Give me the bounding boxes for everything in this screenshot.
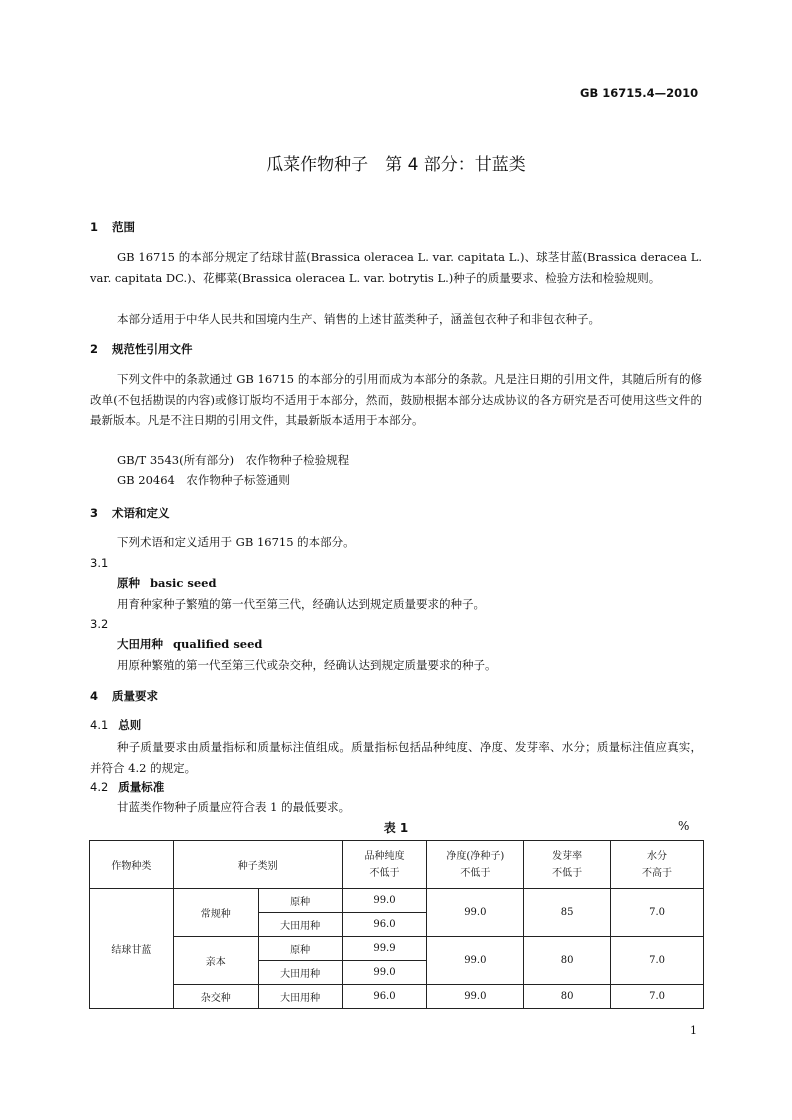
germination-cell: 85 bbox=[524, 889, 611, 937]
purity-cell: 99.0 bbox=[342, 889, 427, 913]
germination-cell: 80 bbox=[524, 937, 611, 985]
header-crop: 作物种类 bbox=[90, 841, 174, 889]
terms-intro: 下列术语和定义适用于 GB 16715 的本部分。 bbox=[117, 535, 355, 549]
subsection-number: 4.2 bbox=[90, 780, 109, 794]
table-caption: 表 1 bbox=[383, 821, 409, 835]
scope-paragraph-2: 本部分适用于中华人民共和国境内生产、销售的上述甘蓝类种子，涵盖包衣种子和非包衣种子。 bbox=[117, 312, 600, 326]
section-title: 规范性引用文件 bbox=[112, 342, 193, 356]
crop-name-cell: 结球甘蓝 bbox=[90, 889, 174, 1009]
subcategory-cell: 大田用种 bbox=[258, 985, 342, 1009]
term-name-en: qualified seed bbox=[173, 637, 263, 651]
section-number: 2 bbox=[90, 342, 99, 356]
section-title: 范围 bbox=[112, 220, 135, 234]
subsection-4-2-heading bbox=[90, 779, 164, 795]
term-name bbox=[117, 636, 262, 652]
term-number: 3.2 bbox=[90, 617, 109, 631]
subcategory-cell: 大田用种 bbox=[258, 913, 342, 937]
germination-cell: 80 bbox=[524, 985, 611, 1009]
cleanliness-cell: 99.0 bbox=[427, 985, 524, 1009]
header-germination-sub: 不低于 bbox=[552, 867, 583, 879]
header-category: 种子类别 bbox=[173, 841, 342, 889]
quality-table bbox=[89, 840, 704, 1009]
moisture-cell: 7.0 bbox=[611, 985, 704, 1009]
subsection-4-1-heading bbox=[90, 717, 141, 733]
header-cleanliness-label: 净度(净种子) bbox=[446, 850, 505, 862]
header-germination-label: 发芽率 bbox=[552, 850, 583, 862]
header-cleanliness-sub: 不低于 bbox=[460, 867, 491, 879]
section-2-heading bbox=[90, 341, 193, 357]
header-moisture bbox=[611, 841, 704, 889]
purity-cell: 99.9 bbox=[342, 937, 427, 961]
moisture-cell: 7.0 bbox=[611, 937, 704, 985]
term-name-en: basic seed bbox=[150, 576, 217, 590]
term-definition: 用原种繁殖的第一代至第三代或杂交种，经确认达到规定质量要求的种子。 bbox=[117, 658, 497, 672]
section-title: 质量要求 bbox=[112, 689, 158, 703]
document-title: 瓜菜作物种子 第 4 部分：甘蓝类 bbox=[266, 155, 526, 175]
moisture-cell: 7.0 bbox=[611, 889, 704, 937]
section-number: 1 bbox=[90, 220, 99, 234]
references-paragraph: 下列文件中的条款通过 GB 16715 的本部分的引用而成为本部分的条款。凡是注日期的引用文件，其随后所有的修改单(不包括勘误的内容)或修订版均不适用于本部分，然而，鼓励根据本部分达成协议的各方研究是否可使用这些文件的最新版本。凡是不注日期的引用文件，其最新版本适用于本部分。 bbox=[90, 372, 702, 427]
reference-item: GB 20464 农作物种子标签通则 bbox=[117, 473, 290, 487]
subcategory-cell: 大田用种 bbox=[258, 961, 342, 985]
header-cleanliness bbox=[427, 841, 524, 889]
subcategory-cell: 原种 bbox=[258, 937, 342, 961]
purity-cell: 99.0 bbox=[342, 961, 427, 985]
table-unit: % bbox=[678, 819, 690, 833]
subsection-title: 总则 bbox=[118, 718, 142, 732]
category-cell: 杂交种 bbox=[173, 985, 258, 1009]
term-name-zh: 原种 bbox=[117, 576, 140, 590]
subcategory-cell: 原种 bbox=[258, 889, 342, 913]
category-cell: 亲本 bbox=[173, 937, 258, 985]
table-row bbox=[90, 985, 704, 1009]
scope-paragraph-1: GB 16715 的本部分规定了结球甘蓝(Brassica oleracea L. var. capitata L.)、球茎甘蓝(Brassica deracea L. var. capitata DC.)、花椰菜(Brassica oleracea L. var. botrytis L.)种子的质量要求、检验方法和检验规则。 bbox=[90, 250, 702, 285]
header-moisture-sub: 不高于 bbox=[642, 867, 673, 879]
subsection-number: 4.1 bbox=[90, 718, 109, 732]
section-3-heading bbox=[90, 505, 170, 521]
general-paragraph: 种子质量要求由质量指标和质量标注值组成。质量指标包括品种纯度、净度、发芽率、水分；质量标注值应真实，并符合 4.2 的规定。 bbox=[90, 740, 702, 775]
table-row bbox=[90, 889, 704, 913]
standard-code: GB 16715.4—2010 bbox=[580, 86, 699, 100]
term-number: 3.1 bbox=[90, 556, 109, 570]
page-number: 1 bbox=[690, 1024, 697, 1037]
section-number: 4 bbox=[90, 689, 99, 703]
category-cell: 常规种 bbox=[173, 889, 258, 937]
header-germination bbox=[524, 841, 611, 889]
table-row bbox=[90, 937, 704, 961]
standard-paragraph: 甘蓝类作物种子质量应符合表 1 的最低要求。 bbox=[117, 800, 351, 814]
cleanliness-cell: 99.0 bbox=[427, 889, 524, 937]
term-name-zh: 大田用种 bbox=[117, 637, 163, 651]
cleanliness-cell: 99.0 bbox=[427, 937, 524, 985]
header-purity-sub: 不低于 bbox=[369, 867, 400, 879]
purity-cell: 96.0 bbox=[342, 913, 427, 937]
term-definition: 用育种家种子繁殖的第一代至第三代，经确认达到规定质量要求的种子。 bbox=[117, 597, 485, 611]
section-number: 3 bbox=[90, 506, 99, 520]
section-title: 术语和定义 bbox=[112, 506, 170, 520]
header-moisture-label: 水分 bbox=[647, 850, 668, 862]
purity-cell: 96.0 bbox=[342, 985, 427, 1009]
section-1-heading bbox=[90, 219, 135, 235]
subsection-title: 质量标准 bbox=[118, 780, 165, 794]
header-purity-label: 品种纯度 bbox=[364, 850, 405, 862]
term-name bbox=[117, 575, 217, 591]
table-header-row bbox=[90, 841, 704, 889]
reference-item: GB/T 3543(所有部分) 农作物种子检验规程 bbox=[117, 453, 350, 467]
header-purity bbox=[342, 841, 427, 889]
section-4-heading bbox=[90, 688, 158, 704]
